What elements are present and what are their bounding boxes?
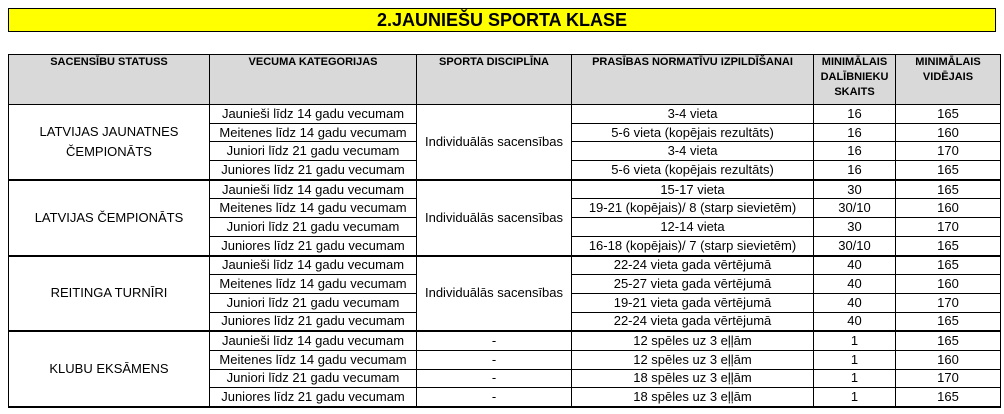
requirement-cell: 19-21 vieta gada vērtējumā	[572, 293, 814, 312]
min-participants-cell: 40	[814, 293, 896, 312]
min-average-cell: 160	[896, 350, 1001, 369]
requirement-cell: 5-6 vieta (kopējais rezultāts)	[572, 161, 814, 180]
requirement-cell: 22-24 vieta gada vērtējumā	[572, 256, 814, 275]
header-age: VECUMA KATEGORIJAS	[210, 55, 417, 105]
min-participants-cell: 40	[814, 256, 896, 275]
age-cell: Juniores līdz 21 gadu vecumam	[210, 312, 417, 331]
age-cell: Meitenes līdz 14 gadu vecumam	[210, 199, 417, 218]
min-average-cell: 160	[896, 123, 1001, 142]
min-participants-cell: 40	[814, 312, 896, 331]
age-cell: Jaunieši līdz 14 gadu vecumam	[210, 180, 417, 199]
min-average-cell: 160	[896, 275, 1001, 294]
min-participants-cell: 1	[814, 369, 896, 388]
min-participants-cell: 40	[814, 275, 896, 294]
min-participants-cell: 1	[814, 388, 896, 407]
min-average-cell: 165	[896, 388, 1001, 407]
requirement-cell: 18 spēles uz 3 eļļām	[572, 369, 814, 388]
min-participants-cell: 16	[814, 161, 896, 180]
age-cell: Juniori līdz 21 gadu vecumam	[210, 218, 417, 237]
min-average-cell: 160	[896, 199, 1001, 218]
discipline-cell: -	[417, 388, 572, 407]
sports-class-table	[8, 54, 1001, 408]
min-average-cell: 165	[896, 236, 1001, 255]
requirement-cell: 25-27 vieta gada vērtējumā	[572, 275, 814, 294]
min-participants-cell: 30	[814, 218, 896, 237]
age-cell: Jaunieši līdz 14 gadu vecumam	[210, 256, 417, 275]
age-cell: Juniori līdz 21 gadu vecumam	[210, 293, 417, 312]
min-average-cell: 165	[896, 105, 1001, 124]
min-participants-cell: 30/10	[814, 199, 896, 218]
requirement-cell: 5-6 vieta (kopējais rezultāts)	[572, 123, 814, 142]
min-average-cell: 165	[896, 180, 1001, 199]
age-cell: Juniori līdz 21 gadu vecumam	[210, 142, 417, 161]
discipline-cell: Individuālās sacensības	[417, 105, 572, 180]
requirement-cell: 12 spēles uz 3 eļļām	[572, 331, 814, 350]
min-participants-cell: 16	[814, 123, 896, 142]
table-row	[9, 256, 1001, 275]
status-cell: LATVIJAS ČEMPIONĀTS	[9, 180, 210, 256]
min-participants-cell: 1	[814, 350, 896, 369]
min-average-cell: 165	[896, 312, 1001, 331]
header-requirements: PRASĪBAS NORMATĪVU IZPILDĪŠANAI	[572, 55, 814, 105]
requirement-cell: 16-18 (kopējais)/ 7 (starp sievietēm)	[572, 236, 814, 255]
requirement-cell: 19-21 (kopējais)/ 8 (starp sievietēm)	[572, 199, 814, 218]
requirement-cell: 3-4 vieta	[572, 105, 814, 124]
table-row	[9, 105, 1001, 124]
min-average-cell: 170	[896, 142, 1001, 161]
min-average-cell: 165	[896, 331, 1001, 350]
status-cell: REITINGA TURNĪRI	[9, 256, 210, 332]
min-participants-cell: 30/10	[814, 236, 896, 255]
requirement-cell: 18 spēles uz 3 eļļām	[572, 388, 814, 407]
min-average-cell: 170	[896, 218, 1001, 237]
discipline-cell: -	[417, 331, 572, 350]
header-min-participants: MINIMĀLAIS DALĪBNIEKU SKAITS	[814, 55, 896, 105]
status-cell: LATVIJAS JAUNATNES ČEMPIONĀTS	[9, 105, 210, 180]
age-cell: Meitenes līdz 14 gadu vecumam	[210, 123, 417, 142]
discipline-cell: Individuālās sacensības	[417, 256, 572, 332]
min-participants-cell: 30	[814, 180, 896, 199]
header-row	[9, 55, 1001, 105]
age-cell: Juniores līdz 21 gadu vecumam	[210, 161, 417, 180]
age-cell: Jaunieši līdz 14 gadu vecumam	[210, 105, 417, 124]
requirement-cell: 15-17 vieta	[572, 180, 814, 199]
min-average-cell: 170	[896, 293, 1001, 312]
discipline-cell: -	[417, 350, 572, 369]
age-cell: Juniori līdz 21 gadu vecumam	[210, 369, 417, 388]
discipline-cell: Individuālās sacensības	[417, 180, 572, 256]
header-status: SACENSĪBU STATUSS	[9, 55, 210, 105]
min-average-cell: 165	[896, 256, 1001, 275]
status-cell: KLUBU EKSĀMENS	[9, 331, 210, 407]
age-cell: Juniores līdz 21 gadu vecumam	[210, 388, 417, 407]
min-average-cell: 165	[896, 161, 1001, 180]
requirement-cell: 3-4 vieta	[572, 142, 814, 161]
min-participants-cell: 1	[814, 331, 896, 350]
age-cell: Jaunieši līdz 14 gadu vecumam	[210, 331, 417, 350]
header-min-average: MINIMĀLAIS VIDĒJAIS	[896, 55, 1001, 105]
header-discipline: SPORTA DISCIPLĪNA	[417, 55, 572, 105]
age-cell: Meitenes līdz 14 gadu vecumam	[210, 275, 417, 294]
discipline-cell: -	[417, 369, 572, 388]
requirement-cell: 12 spēles uz 3 eļļām	[572, 350, 814, 369]
min-average-cell: 170	[896, 369, 1001, 388]
age-cell: Juniores līdz 21 gadu vecumam	[210, 236, 417, 255]
requirement-cell: 12-14 vieta	[572, 218, 814, 237]
table-row	[9, 180, 1001, 199]
age-cell: Meitenes līdz 14 gadu vecumam	[210, 350, 417, 369]
min-participants-cell: 16	[814, 105, 896, 124]
table-row	[9, 331, 1001, 350]
page-title: 2.JAUNIEŠU SPORTA KLASE	[8, 8, 996, 32]
requirement-cell: 22-24 vieta gada vērtējumā	[572, 312, 814, 331]
min-participants-cell: 16	[814, 142, 896, 161]
